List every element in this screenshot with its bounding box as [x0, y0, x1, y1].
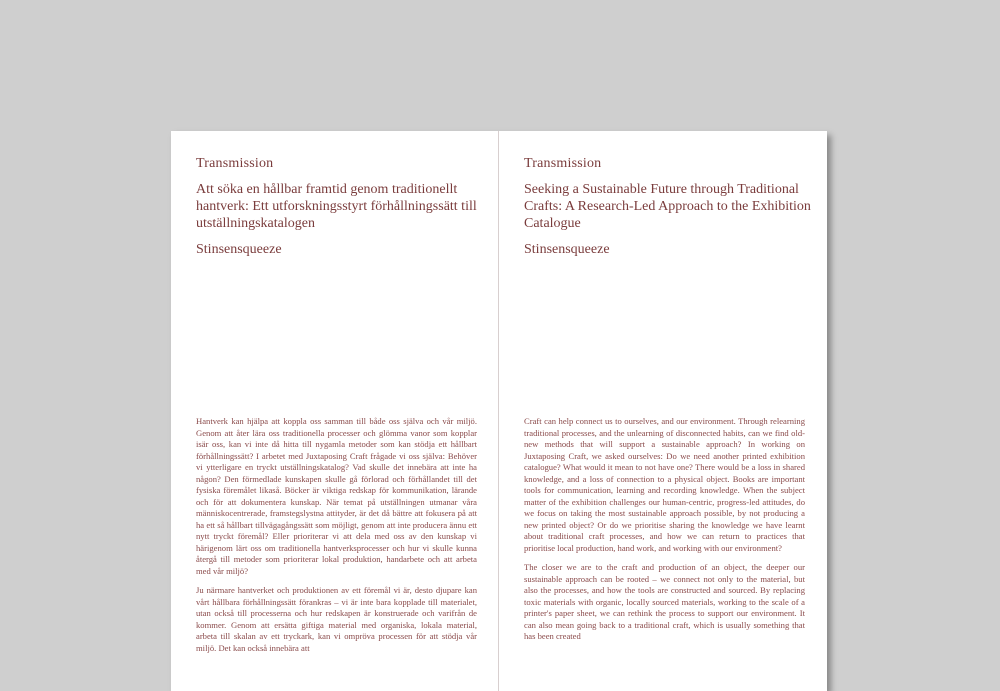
paragraph: Craft can help connect us to ourselves, and our environment. Through relearning traditional processes, and the unlearning of disconnected habits, can we find old-new methods that will support a sustainable approach? In working on Juxtaposing Craft, we asked ourselves: Do we need another printed exhibition catalogue? What would it mean to not have one? There would be a loss in shared knowledge, and a loss of connection to a physical object. Books are important tools for communication, learning and recording knowledge. When the subject matter of the exhibition challenges our human-centric, progress-led attitudes, do we focus on taking the most sustainable approach possible, by not producing a new printed object? Or do we prioritise sharing the knowledge we have learnt about traditional craft processes, and how we can return to practices that prioritise local production, hand work, and working with our environment?	[524, 416, 805, 553]
article-title: Att söka en hållbar framtid genom traditionellt hantverk: Ett utforskningsstyrt förhållningssätt till utställningskatalogen	[196, 182, 477, 231]
book-spread	[171, 131, 827, 691]
author-name: Stinsensqueeze	[196, 242, 282, 257]
section-label: Transmission	[524, 156, 602, 171]
paragraph: Hantverk kan hjälpa att koppla oss samman till både oss själva och vår miljö. Genom att åter lära oss traditionella processer och glömma vanor som kopplar isär oss, kan vi inte då hitta till nygamla metoder som kan stödja ett hållbart förhållningssätt? I arbetet med Juxtaposing Craft frågade vi oss själva: Behöver vi ytterligare en tryckt utställningskatalog? Vad skulle det innebära att inte ha någon? Den förmedlade kunskapen skulle gå förlorad och förhållandet till det fysiska föremålet likaså. Böcker är viktiga redskap för kommunikation, lärande och för att dokumentera kunskap. När temat på utställningen utmanar våra människocentrerade, framstegslystna attityder, är det då bättre att fokusera på att ha ett så hållbart tillvägagångssätt som möjligt, genom att inte producera ännu ett nytt tryckt föremål? Eller prioriterar vi att dela med oss av den kunskap vi härigenom lärt oss om traditionella hantverksprocesser och hur vi skulle kunna återgå till metoder som prioriterar lokal produktion, handarbete och att arbeta med vår miljö?	[196, 416, 477, 576]
section-label: Transmission	[196, 156, 274, 171]
article-title: Seeking a Sustainable Future through Traditional Crafts: A Research-Led Approach to the Exhibition Catalogue	[524, 182, 811, 231]
left-page-swedish	[171, 131, 499, 691]
paragraph: Ju närmare hantverket och produktionen av ett föremål vi är, desto djupare kan vårt hållbara förhållningssätt förankras – vi är inte bara kopplade till materialet, utan också till processerna och hur redskapen är konstruerade och varifrån de kommer. Genom att ersätta giftiga material med organiska, lokala material, arbeta till skalan av ett tryckark, kan vi ompröva processen för att stödja vår miljö. Det kan också innebära att	[196, 585, 477, 653]
right-page-english	[499, 131, 827, 691]
paragraph: The closer we are to the craft and production of an object, the deeper our sustainable approach can be rooted – we connect not only to the material, but also the processes, and how the tools are constructed and sourced. By replacing toxic materials with organic, locally sourced materials, working to the scale of a printer's paper sheet, we can rethink the process to support our environment. It can also mean going back to a traditional craft, which is usually something that has been created	[524, 562, 805, 641]
body-text	[196, 416, 477, 662]
body-text	[524, 416, 805, 651]
author-name: Stinsensqueeze	[524, 242, 610, 257]
